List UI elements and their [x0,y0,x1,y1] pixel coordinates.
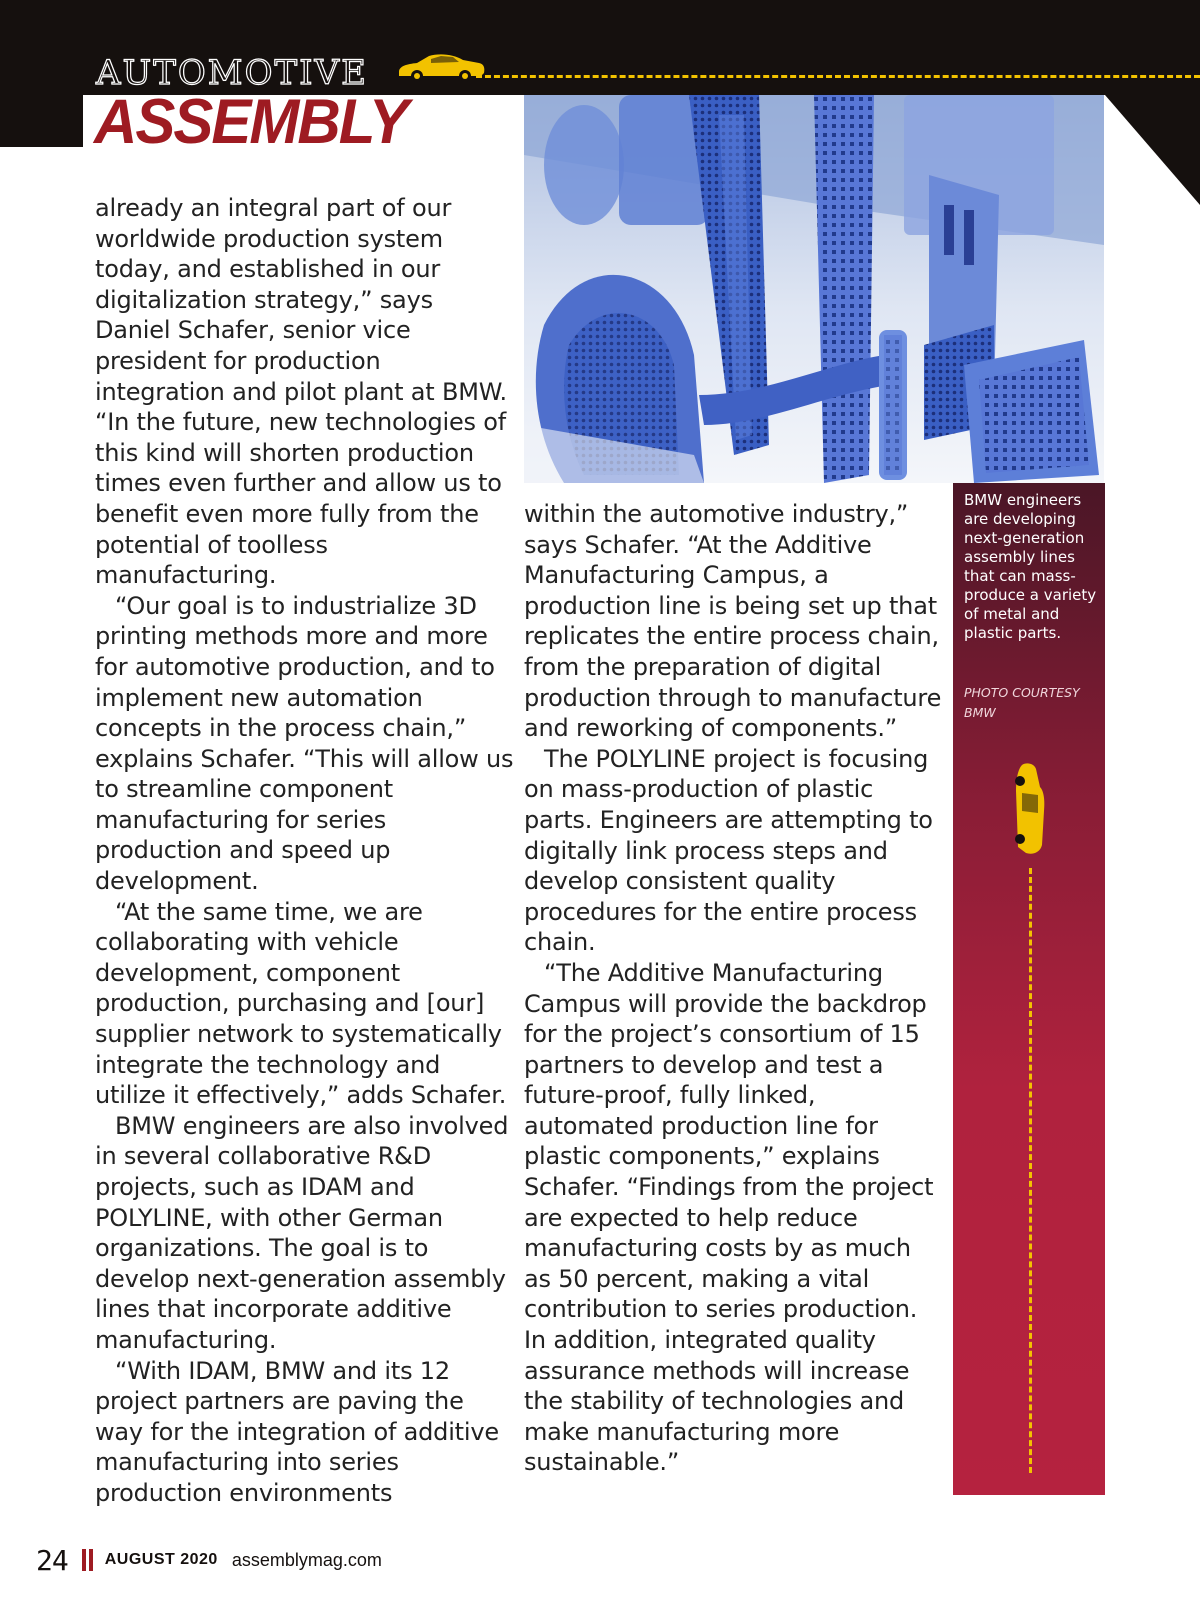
paragraph: “With IDAM, BMW and its 12 project partners are paving the way for the integration of additive manufacturing into series production environments [95,1356,499,1507]
dashed-road-line-vertical [1029,868,1032,1473]
paragraph: “The Additive Manufacturing Campus will provide the backdrop for the project’s consortium of 15 partners to develop and test a future-proof, fully linked, automated production line for plastic components,” explains Schafer. “Findings from the project are expected to help reduce manufacturing costs by as much as 50 percent, making a vital contribution to series production. In addition, integrated quality assurance methods will increase the stability of technologies and make manufacturing more sustainable.” [524,958,934,1477]
brand-automotive: AUTOMOTIVE [96,53,368,93]
photo-credit-line: PHOTO COURTESY [964,685,1080,700]
paragraph: “Our goal is to industrialize 3D printing methods more and more for automotive production, and to implement new automation concepts in the process chain,” explains Schafer. “This will allow us to streamline component manufacturing for series production and speed up development. [95,591,514,896]
paragraph: The POLYLINE project is focusing on mass-production of plastic parts. Engineers are attempting to digitally link process steps and develop consistent quality procedures for the entire process chain. [524,744,933,957]
photo-caption-sidebar [953,483,1105,1495]
header-corner [1105,95,1200,205]
page-footer [36,1540,382,1580]
car-icon [1010,761,1048,857]
3d-printed-parts-image [524,95,1104,483]
photo-credit-source: BMW [964,705,996,720]
article-column-right [524,499,944,1478]
paragraph: already an integral part of our worldwide production system today, and established in our digitalization strategy,” says Daniel Schafer, senior vice president for production integration and pilot plant at BMW. “In the future, new technologies of this kind will shorten production times even further and allow us to benefit even more fully from the potential of toolless manufacturing. [95,194,507,590]
divider-bars [82,1549,93,1571]
dashed-road-line [476,75,1200,78]
photo-credit [964,683,1099,723]
page-number: 24 [36,1543,68,1577]
header-tab [0,95,83,147]
paragraph: “At the same time, we are collaborating with vehicle development, component production, purchasing and [our] supplier network to systematically integrate the technology and utilize it effectively,” adds Schafer. [95,897,507,1110]
paragraph: within the automotive industry,” says Schafer. “At the Additive Manufacturing Campus, a production line is being set up that replicates the entire process chain, from the preparation of digital production through to manufacture and reworking of components.” [524,500,942,743]
website-link[interactable]: assemblymag.com [231,1549,382,1570]
paragraph: BMW engineers are also involved in several collaborative R&D projects, such as IDAM and POLYLINE, with other German organizations. The goal is to develop next-generation assembly lines that incorporate additive manufacturing. [95,1111,509,1354]
article-column-left [95,193,515,1509]
brand-assembly: ASSEMBLY [94,86,407,157]
photo-caption: BMW engineers are developing next-generation assembly lines that can mass-produce a variety of metal and plastic parts. [964,491,1097,642]
issue-date: AUGUST 2020 [104,1551,218,1568]
car-icon [395,52,487,84]
